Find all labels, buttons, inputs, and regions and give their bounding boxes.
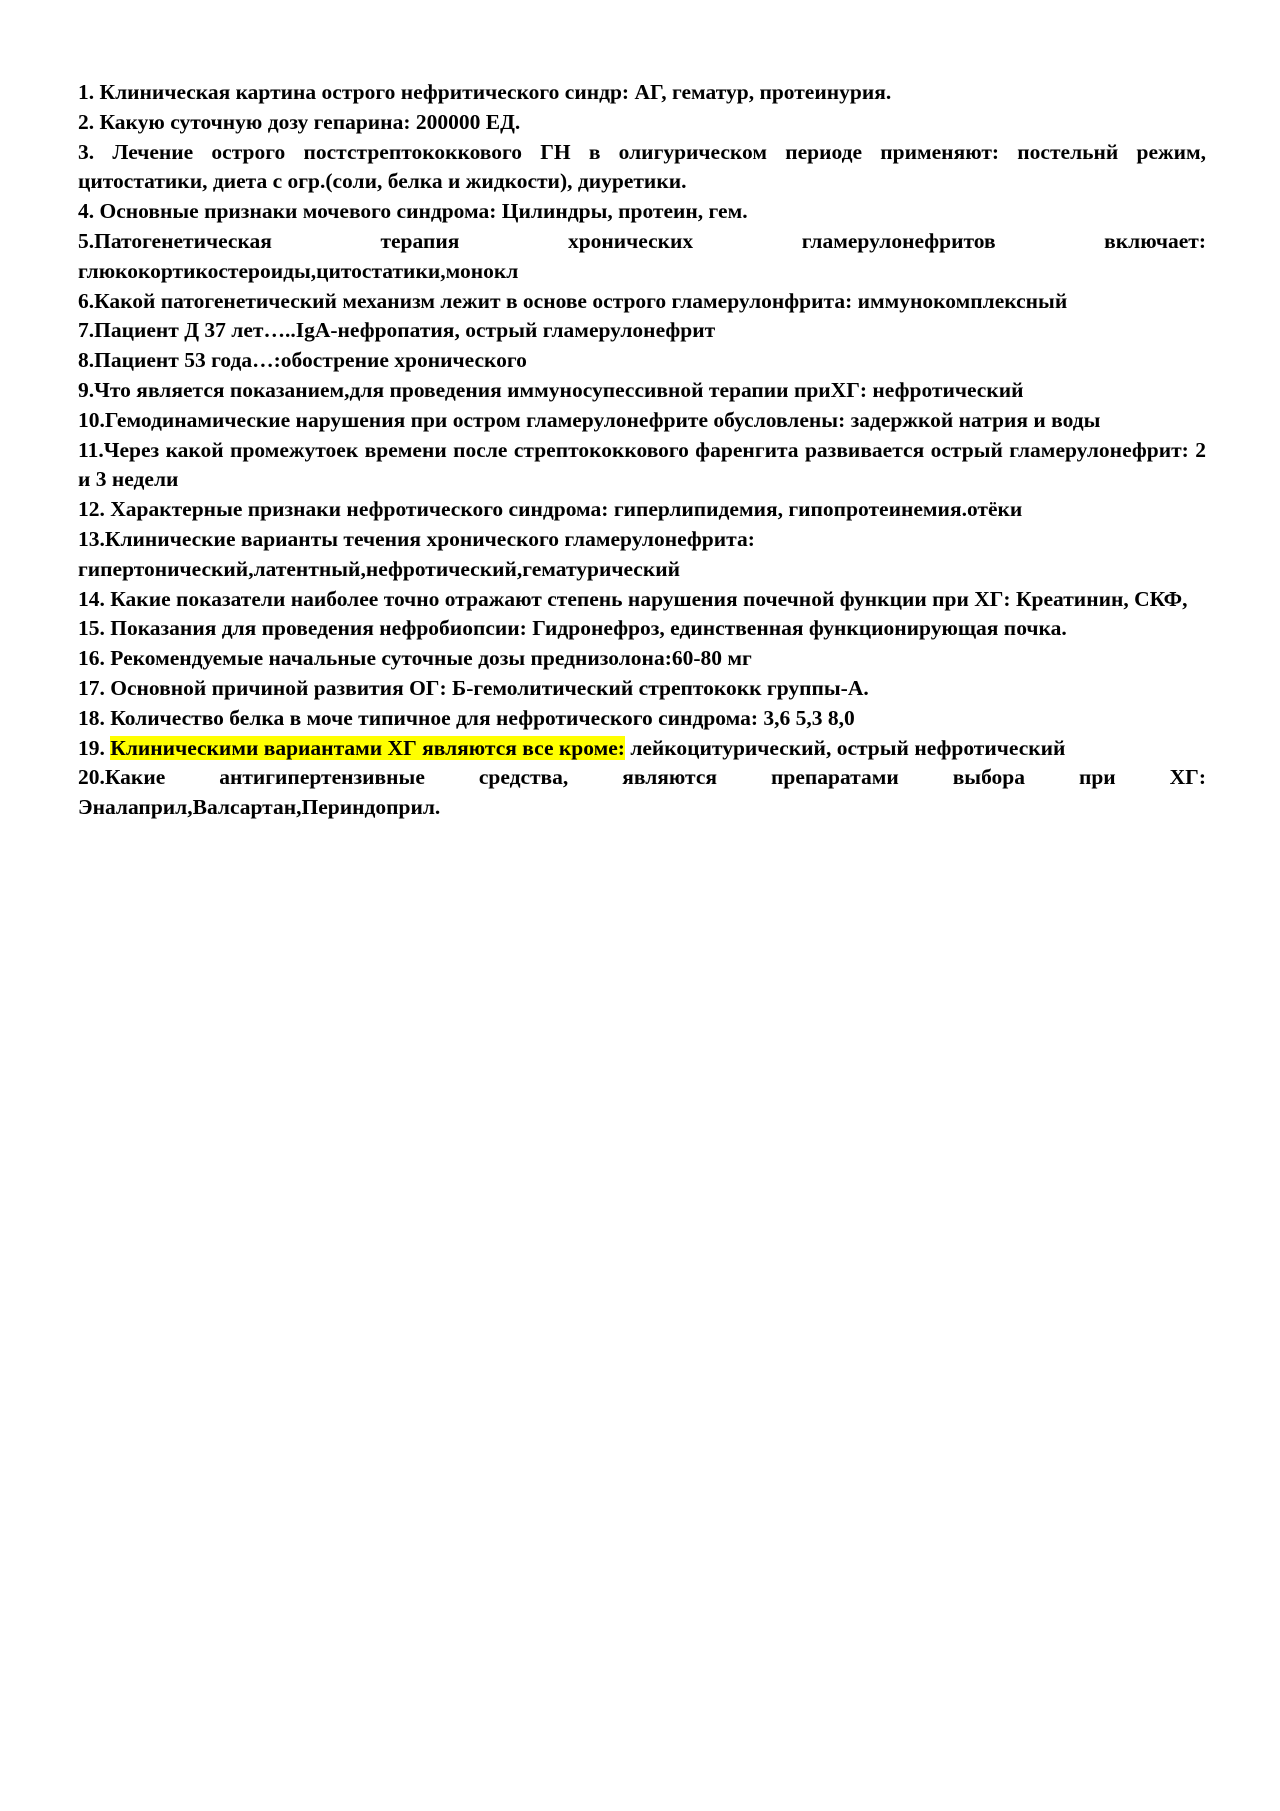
question-15: 15. Показания для проведения нефробиопсии: Гидронефроз, единственная функционирующая почка. bbox=[78, 616, 1067, 641]
question-3: 3. Лечение острого постстрептококкового ГН в олигурическом периоде применяют: постельнй режим, цитостатики, диета с огр.(соли, белка и жидкости), диуретики. bbox=[78, 139, 1206, 194]
question-9: 9.Что является показанием,для проведения иммуносупессивной терапии приХГ: нефротический bbox=[78, 377, 1024, 402]
question-12: 12. Характерные признаки нефротического синдрома: гиперлипидемия, гипопротеинемия.отёки bbox=[78, 497, 1023, 522]
question-17: 17. Основной причиной развития ОГ: Б-гемолитический стрептококк группы-А. bbox=[78, 675, 869, 700]
question-19-highlight: Клиническими вариантами ХГ являются все кроме: bbox=[110, 735, 625, 760]
question-19-answer: лейкоцитурический, острый нефротический bbox=[624, 735, 1066, 760]
question-18: 18. Количество белка в моче типичное для нефротического синдрома: 3,6 5,3 8,0 bbox=[78, 705, 855, 730]
question-16: 16. Рекомендуемые начальные суточные дозы преднизолона:60-80 мг bbox=[78, 646, 752, 671]
question-20: 20.Какие антигипертензивные средства, являются препаратами выбора при ХГ: Эналаприл,Валсартан,Периндоприл. bbox=[78, 765, 1206, 820]
question-13-answer: гипертонический,латентный,нефротический,гематурический bbox=[78, 556, 680, 581]
question-2: 2. Какую суточную дозу гепарина: 200000 ЕД. bbox=[78, 109, 521, 134]
question-1: 1. Клиническая картина острого нефритического синдр: АГ, гематур, протеинурия. bbox=[78, 80, 892, 104]
question-4: 4. Основные признаки мочевого синдрома: Цилиндры, протеин, гем. bbox=[78, 199, 748, 224]
document-page bbox=[78, 78, 1206, 823]
question-19-number: 19. bbox=[78, 735, 111, 760]
question-19 bbox=[78, 734, 1206, 764]
question-6: 6.Какой патогенетический механизм лежит в основе острого гламерулонфрита: иммунокомплексный bbox=[78, 288, 1068, 313]
question-11: 11.Через какой промежутоек времени после стрептококкового фаренгита развивается острый гламерулонефрит: 2 и 3 недели bbox=[78, 437, 1206, 492]
question-13: 13.Клинические варианты течения хронического гламерулонефрита: bbox=[78, 526, 755, 551]
question-5: 5.Патогенетическая терапия хронических гламерулонефритов включает: глюкокортикостероиды,цитостатики,монокл bbox=[78, 228, 1206, 283]
question-8: 8.Пациент 53 года…:обострение хронического bbox=[78, 348, 527, 373]
question-10: 10.Гемодинамические нарушения при остром гламерулонефрите обусловлены: задержкой натрия и воды bbox=[78, 407, 1101, 432]
question-7: 7.Пациент Д 37 лет…..IgA-нефропатия, острый гламерулонефрит bbox=[78, 318, 716, 343]
question-14: 14. Какие показатели наиболее точно отражают степень нарушения почечной функции при ХГ: Креатинин, СКФ, bbox=[78, 586, 1188, 611]
